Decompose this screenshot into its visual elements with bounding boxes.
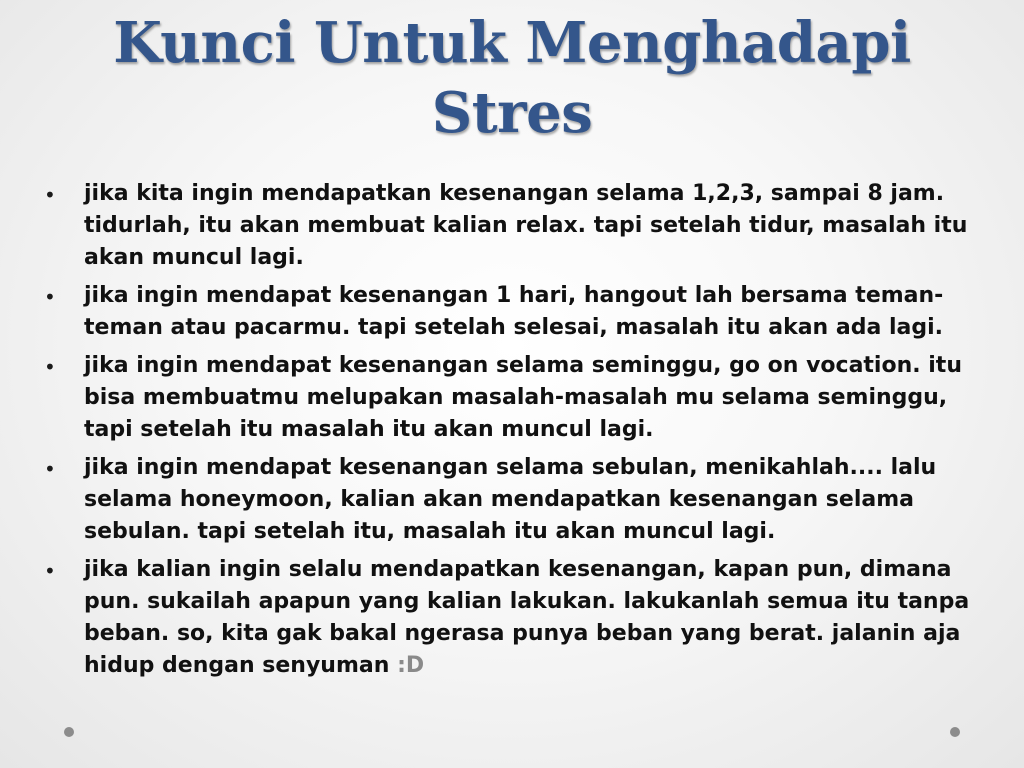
bullet-item bbox=[44, 452, 980, 548]
bullet-text-main: jika kalian ingin selalu mendapatkan kesenangan, kapan pun, dimana pun. sukailah apapun yang kalian lakukan. lakukanlah semua itu tanpa beban. so, kita gak bakal ngerasa punya beban yang berat. jalanin aja hidup dengan senyuman bbox=[84, 557, 970, 678]
bullet-icon: • bbox=[44, 183, 56, 207]
corner-dot-right bbox=[950, 727, 960, 737]
bullet-icon: • bbox=[44, 285, 56, 309]
bullet-text bbox=[84, 554, 980, 682]
slide-title bbox=[40, 8, 984, 148]
corner-dot-left bbox=[64, 727, 74, 737]
bullet-item bbox=[44, 554, 980, 682]
bullet-icon: • bbox=[44, 355, 56, 379]
bullet-list bbox=[44, 178, 980, 688]
smiley-suffix: :D bbox=[397, 653, 425, 678]
bullet-icon: • bbox=[44, 559, 56, 583]
slide-title-line-2: Stres bbox=[431, 80, 593, 146]
bullet-text: jika ingin mendapat kesenangan selama sebulan, menikahlah.... lalu selama honeymoon, kalian akan mendapatkan kesenangan selama sebulan. tapi setelah itu, masalah itu akan muncul lagi. bbox=[84, 455, 937, 544]
bullet-icon: • bbox=[44, 457, 56, 481]
slide-title-line-1: Kunci Untuk Menghadapi bbox=[113, 10, 911, 76]
bullet-item bbox=[44, 178, 980, 274]
bullet-item bbox=[44, 350, 980, 446]
bullet-text: jika ingin mendapat kesenangan 1 hari, hangout lah bersama teman-teman atau pacarmu. tapi setelah selesai, masalah itu akan ada lagi. bbox=[84, 283, 944, 340]
bullet-item bbox=[44, 280, 980, 344]
bullet-text: jika kita ingin mendapatkan kesenangan selama 1,2,3, sampai 8 jam. tidurlah, itu akan membuat kalian relax. tapi setelah tidur, masalah itu akan muncul lagi. bbox=[84, 181, 968, 270]
bullet-text: jika ingin mendapat kesenangan selama seminggu, go on vocation. itu bisa membuatmu melupakan masalah-masalah mu selama seminggu, tapi setelah itu masalah itu akan muncul lagi. bbox=[84, 353, 962, 442]
